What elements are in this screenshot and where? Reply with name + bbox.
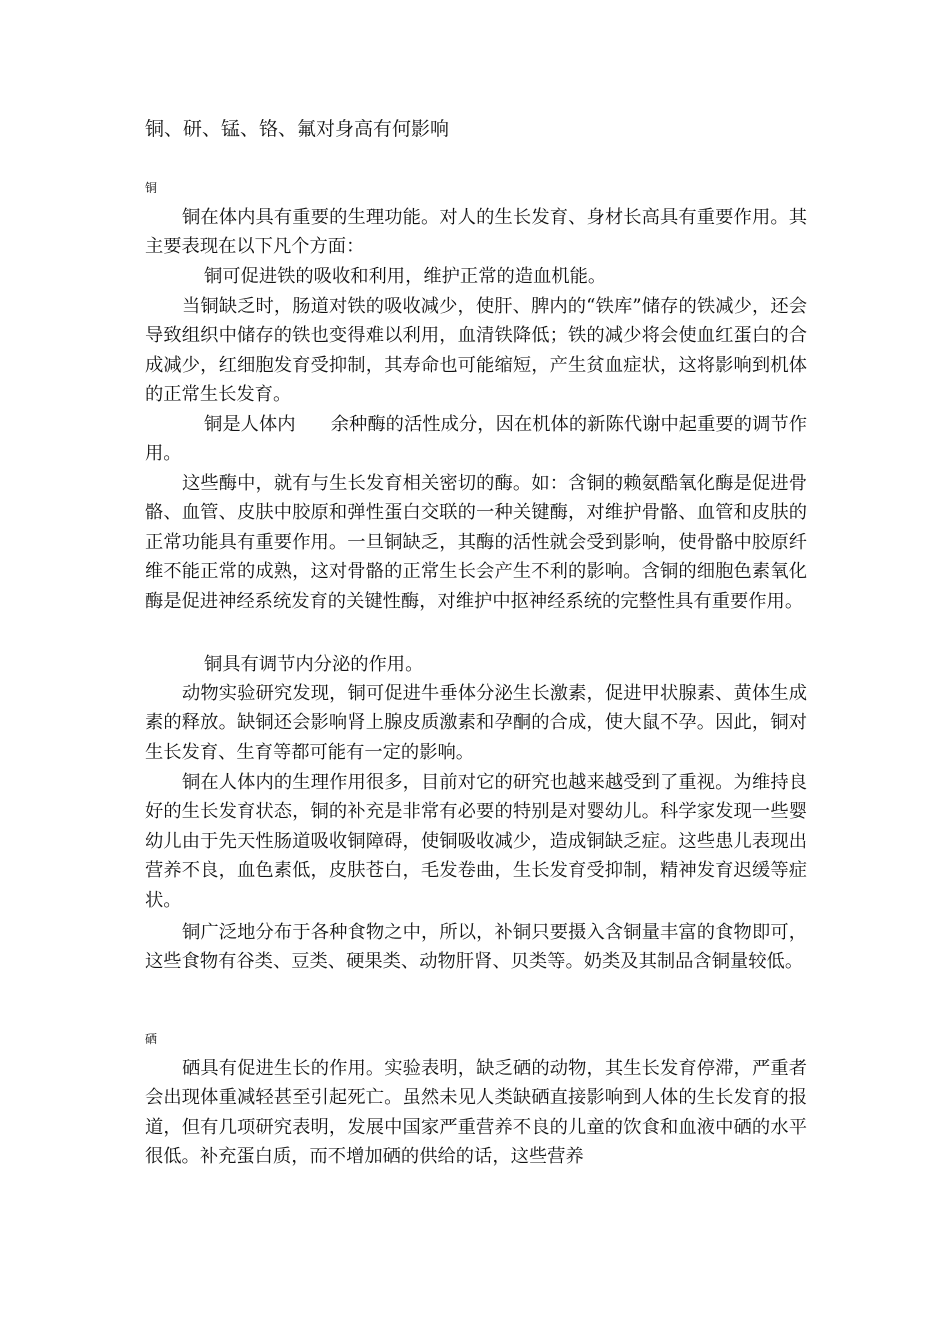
copper-paragraph-2: 铜可促进铁的吸收和利用，维护正常的造血机能。	[204, 266, 607, 287]
section-heading-selenium: 硒	[145, 1032, 158, 1046]
section-heading-copper: 铜	[145, 181, 158, 195]
selenium-paragraph-1: 硒具有促进生长的作用。实验表明，缺乏硒的动物，其生长发育停滞，严重者会出现体重减轻甚至引起死亡。虽然未见人类缺硒直接影响到人体的生长发育的报道，但有几项研究表明，发展中国家严重营养不良的儿童的饮食和血液中硒的水平很低。补充蛋白质，而不增加硒的供给的话，这些营养	[145, 1058, 807, 1168]
copper-paragraph-1: 铜在体内具有重要的生理功能。对人的生长发育、身材长高具有重要作用。其主要表现在以下凡个方面：	[145, 207, 807, 258]
copper-paragraph-8: 铜在人体内的生理作用很多，目前对它的研究也越来越受到了重视。为维持良好的生长发育状态，铜的补充是非常有必要的特别是对婴幼儿。科学家发现一些婴幼儿由于先天性肠道吸收铜障碍，使铜吸收减少，造成铜缺乏症。这些患儿表现出营养不良，血色素低，皮肤苍白，毛发卷曲，生长发育受抑制，精神发育迟缓等症状。	[145, 772, 807, 911]
copper-paragraph-5: 这些酶中，就有与生长发育相关密切的酶。如：含铜的赖氨酷氧化酶是促进骨骼、血管、皮肤中胶原和弹性蛋白交联的一种关键酶，对维护骨骼、血管和皮肤的正常功能具有重要作用。一旦铜缺乏，其酶的活性就会受到影响，使骨骼中胶原纤维不能正常的成熟，这对骨骼的正常生长会产生不利的影响。含铜的细胞色素氧化酶是促进神经系统发育的关键性酶，对维护中抠神经系统的完整性具有重要作用。	[145, 473, 807, 612]
copper-paragraph-6: 铜具有调节内分泌的作用。	[204, 654, 424, 675]
copper-paragraph-3: 当铜缺乏时，肠道对铁的吸收减少，使肝、脾内的“铁库”储存的铁减少，还会导致组织中储存的铁也变得难以利用，血清铁降低；铁的减少将会使血红蛋白的合成减少，红细胞发育受抑制，其寿命也可能缩短，产生贫血症状，这将影响到机体的正常生长发育。	[145, 296, 807, 406]
copper-paragraph-7: 动物实验研究发现，铜可促进牛垂体分泌生长激素，促进甲状腺素、黄体生成素的释放。缺铜还会影响肾上腺皮质激素和孕酮的合成，使大鼠不孕。因此，铜对生长发育、生育等都可能有一定的影响。	[145, 683, 807, 763]
copper-paragraph-9: 铜广泛地分布于各种食物之中，所以，补铜只要摄入含铜量丰富的食物即可，这些食物有谷类、豆类、硬果类、动物肝肾、贝类等。奶类及其制品含铜量较低。	[145, 922, 807, 973]
document-title: 铜、研、锰、铬、氟对身高有何影响	[145, 118, 450, 140]
copper-paragraph-4: 铜是人体内 余种酶的活性成分，因在机体的新陈代谢中起重要的调节作用。	[145, 414, 807, 465]
